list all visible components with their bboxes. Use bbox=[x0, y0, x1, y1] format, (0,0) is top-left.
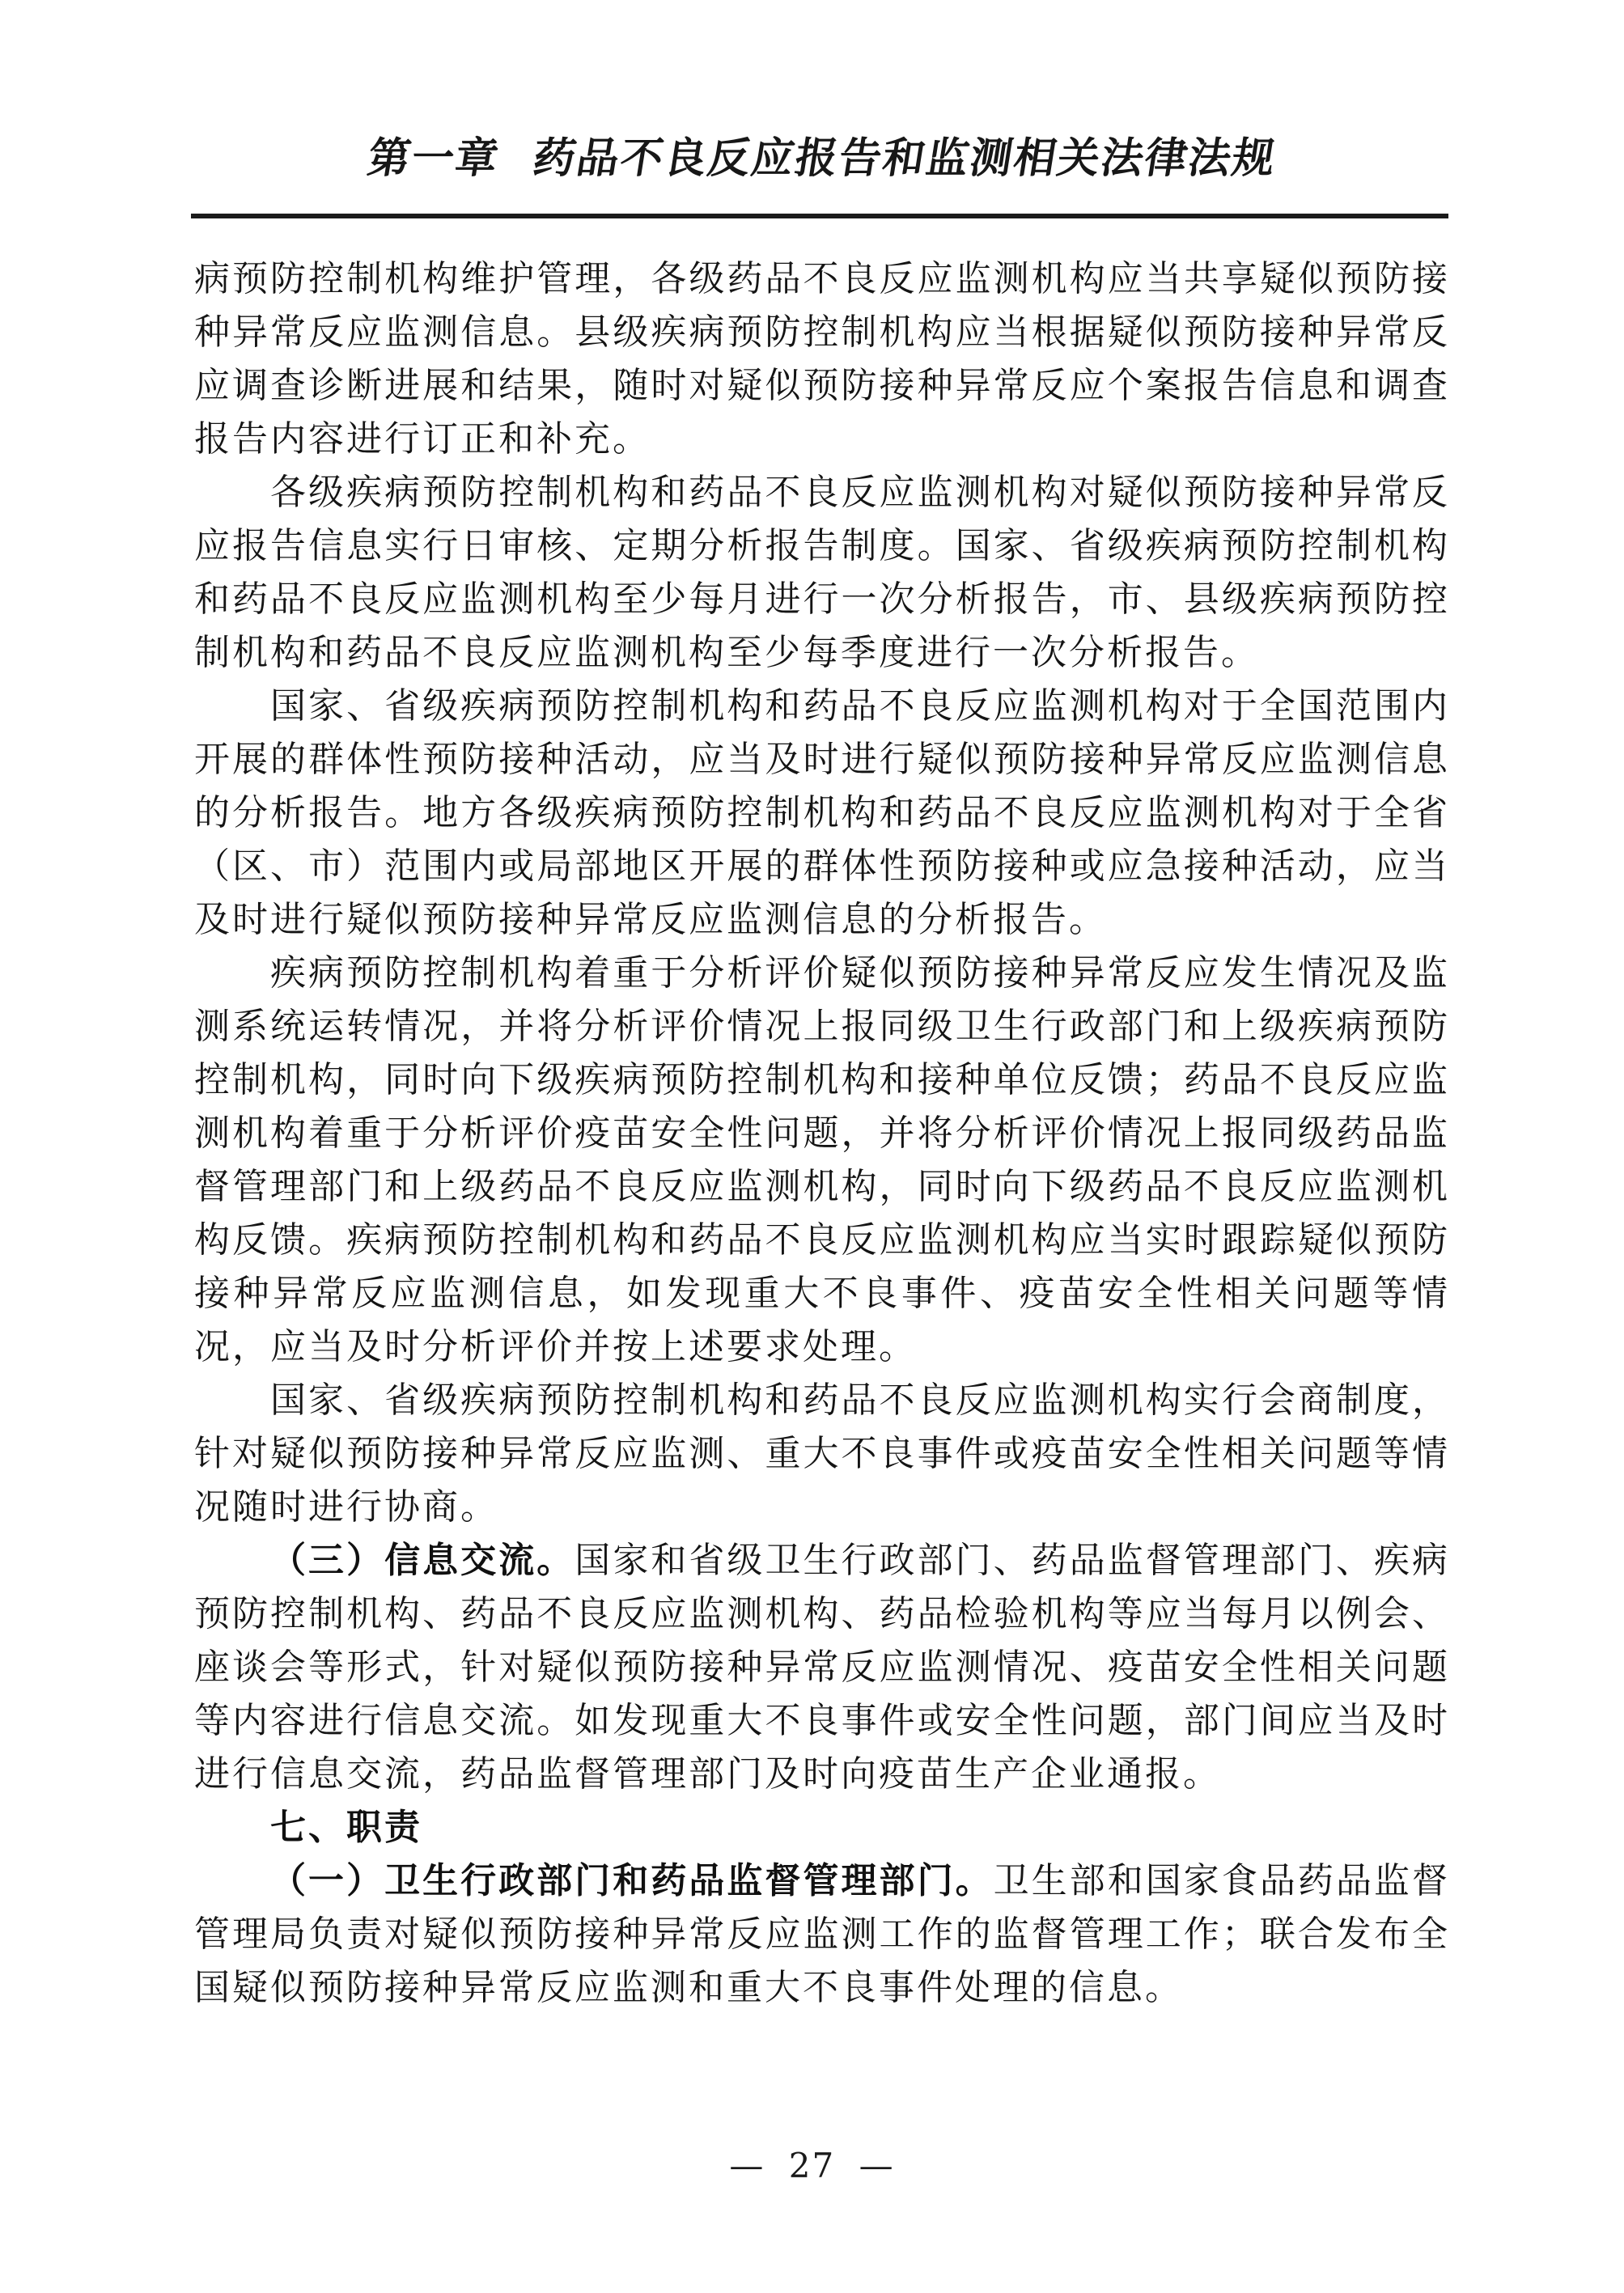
paragraph-continuation bbox=[194, 252, 1450, 466]
paragraph bbox=[194, 947, 1450, 1374]
paragraph-health-admin bbox=[194, 1854, 1450, 2015]
paragraph-text: 卫生部和国家食品药品监督管理局负责对疑似预防接种异常反应监测工作的监督管理工作；联合发布全国疑似预防接种异常反应监测和重大不良事件处理的信息。 bbox=[194, 1860, 1451, 2008]
paragraph-text: 国家、省级疾病预防控制机构和药品不良反应监测机构对于全国范围内开展的群体性预防接种活动，应当及时进行疑似预防接种异常反应监测信息的分析报告。地方各级疾病预防控制机构和药品不良反应监测机构对于全省（区、市）范围内或局部地区开展的群体性预防接种或应急接种活动，应当及时进行疑似预防接种异常反应监测信息的分析报告。 bbox=[194, 685, 1450, 940]
body-text bbox=[194, 252, 1450, 2015]
paragraph bbox=[194, 466, 1450, 680]
paragraph bbox=[194, 1374, 1450, 1534]
paragraph-info-exchange bbox=[194, 1534, 1450, 1801]
paragraph-lead-bold: （三）信息交流。 bbox=[270, 1540, 575, 1581]
section-heading-text: 七、职责 bbox=[270, 1807, 422, 1848]
paragraph-text: 国家和省级卫生行政部门、药品监督管理部门、疾病预防控制机构、药品不良反应监测机构、药品检验机构等应当每月以例会、座谈会等形式，针对疑似预防接种异常反应监测情况、疫苗安全性相关问题等内容进行信息交流。如发现重大不良事件或安全性问题，部门间应当及时进行信息交流，药品监督管理部门及时向疫苗生产企业通报。 bbox=[194, 1540, 1451, 1795]
paragraph-text: 国家、省级疾病预防控制机构和药品不良反应监测机构实行会商制度，针对疑似预防接种异常反应监测、重大不良事件或疫苗安全性相关问题等情况随时进行协商。 bbox=[194, 1380, 1450, 1528]
header-rule bbox=[191, 214, 1448, 218]
paragraph-lead-bold: （一）卫生行政部门和药品监督管理部门。 bbox=[270, 1860, 994, 1901]
paragraph-text: 疾病预防控制机构着重于分析评价疑似预防接种异常反应发生情况及监测系统运转情况，并将分析评价情况上报同级卫生行政部门和上级疾病预防控制机构，同时向下级疾病预防控制机构和接种单位反馈；药品不良反应监测机构着重于分析评价疫苗安全性问题，并将分析评价情况上报同级药品监督管理部门和上级药品不良反应监测机构，同时向下级药品不良反应监测机构反馈。疾病预防控制机构和药品不良反应监测机构应当实时跟踪疑似预防接种异常反应监测信息，如发现重大不良事件、疫苗安全性相关问题等情况，应当及时分析评价并按上述要求处理。 bbox=[194, 952, 1450, 1367]
paragraph-text: 各级疾病预防控制机构和药品不良反应监测机构对疑似预防接种异常反应报告信息实行日审核、定期分析报告制度。国家、省级疾病预防控制机构和药品不良反应监测机构至少每月进行一次分析报告，市、县级疾病预防控制机构和药品不良反应监测机构至少每季度进行一次分析报告。 bbox=[194, 472, 1450, 673]
section-heading-duties bbox=[194, 1801, 1450, 1854]
page-number: — 27 — bbox=[729, 2146, 895, 2185]
paragraph-text: 病预防控制机构维护管理，各级药品不良反应监测机构应当共享疑似预防接种异常反应监测信息。县级疾病预防控制机构应当根据疑似预防接种异常反应调查诊断进展和结果，随时对疑似预防接种异常反应个案报告信息和调查报告内容进行订正和补充。 bbox=[194, 258, 1450, 460]
paragraph bbox=[194, 680, 1450, 947]
chapter-header-title: 第一章 药品不良反应报告和监测相关法律法规 bbox=[364, 134, 1280, 183]
